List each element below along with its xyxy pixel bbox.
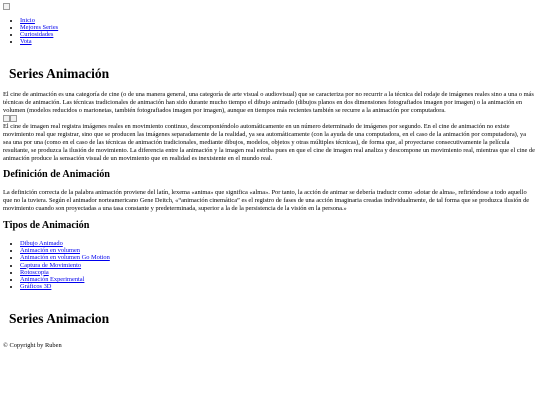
type-link-dibujo-animado[interactable]: Dibujo Animado [20,240,63,247]
nav-item [20,31,58,38]
types-heading: Tipos de Animación [3,220,90,231]
body-paragraph: El cine de imagen real registra imágenes reales en movimiento continuo, descomponiéndolo automáticamente en un número determinado de imágenes por segundo. En el cine de animación no existe movimiento real que registrar, sino que se producen las imágenes separadamente de la realidad, ya sea automáticamente (con la ayuda de una computadora, en el caso de la animación por computadora), ya sea una por una (como en el caso de las técnicas de animación tradicionales, mediante dibujos, modelos, objetos y otras múltiples técnicas), de forma que, al proyectarse consecutivamente la película resultante, se produzca la ilusión de movimiento. La diferencia entre la animación y la imagen real estriba pues en que el cine de imagen real analiza y descompone un movimiento real, mientras que el cine de animación produce la sensación visual de un movimiento que en realidad es inexistente en el mundo real. [3,123,535,163]
nav-item [20,24,58,31]
definition-heading: Definición de Animación [3,169,110,180]
nav-link-mejores-series[interactable]: Mejores Series [20,24,59,31]
list-item [20,254,110,261]
type-link-captura-movimiento[interactable]: Captura de Movimiento [20,261,82,269]
list-item [20,247,110,254]
list-item [20,276,110,283]
nav-menu [20,17,58,45]
logo-image [3,3,10,10]
definition-paragraph: La definición correcta de la palabra animación proviene del latín, lexema «anima» que significa «alma». Por tanto, la acción de animar se debería traducir como «dotar de alma», refiriéndose a todo aquello que no la tuviera. Según el animador norteamericano Gene Deitch, «“animación cinemática” es el registro de fases de una acción imaginaria creadas individualmente, de tal forma que se produzca ilusión de movimiento cuando son proyectadas a una tasa constante y predeterminada, superior a la de la persistencia de la visión en la persona.» [3,189,530,213]
nav-link-vota[interactable]: Vota [20,38,32,45]
types-list [20,240,110,290]
image-row [3,115,17,122]
nav-item [20,38,58,45]
type-link-animacion-volumen[interactable]: Animación en volumen [20,247,80,255]
type-link-animacion-experimental[interactable]: Animación Experimental [20,276,85,284]
list-item [20,262,110,269]
list-item [20,283,110,290]
intro-paragraph: El cine de animación es una categoría de cine (o de una manera general, una categoría de arte visual o audiovisual) que se caracteriza por no recurrir a la técnica del rodaje de imágenes reales sino a una o más técnicas de animación. Las técnicas tradicionales de animación han sido durante mucho tiempo el dibujo animado (dibujos planos en dos dimensiones fotografiados imagen por imagen) o la animación en volumen (modelos reducidos o marionetas, también fotografiados imagen por imagen), aunque en tiempos más recientes también se recurre a la animación por computadora. [3,91,534,115]
nav-link-curiosidades[interactable]: Curiosidades [20,31,54,38]
footer-copyright: © Copyright by Ruben [3,342,62,349]
type-link-graficos-3d[interactable]: Gráficos 3D [20,283,52,291]
type-link-go-motion[interactable]: Animación en volumen Go Motion [20,254,110,262]
nav-item [20,17,58,24]
nav-link-inicio[interactable]: Inicio [20,17,35,24]
list-item [20,240,110,247]
type-link-rotoscopia[interactable]: Rotoscopia [20,268,49,276]
broken-image [3,115,10,122]
broken-image [10,115,17,122]
section-title: Series Animacion [9,311,110,326]
page-title: Series Animación [9,66,110,81]
list-item [20,269,110,276]
